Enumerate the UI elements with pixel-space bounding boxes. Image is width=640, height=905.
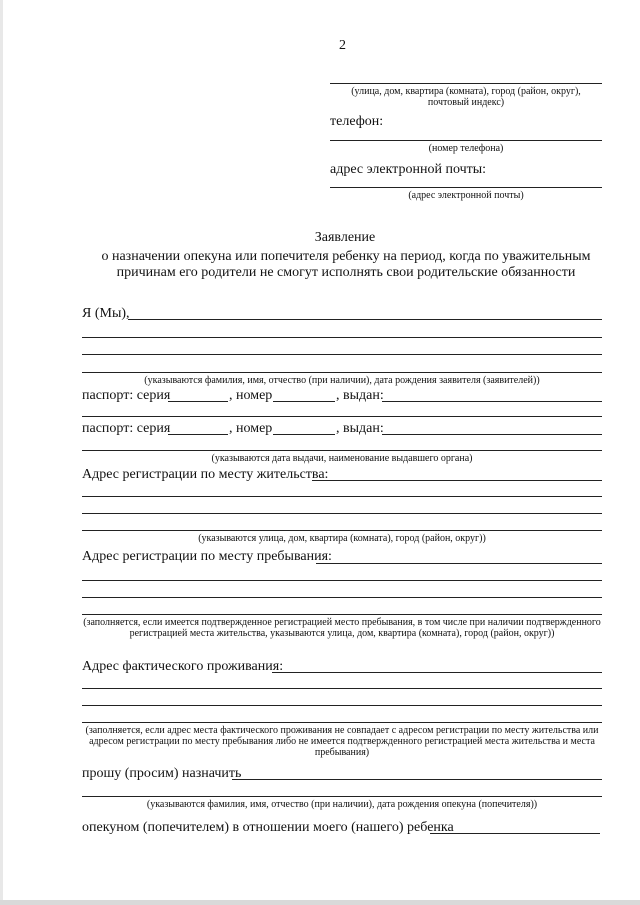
reg-residence-label: Адрес регистрации по месту жительства: <box>82 467 329 482</box>
actual-address-label: Адрес фактического проживания: <box>82 659 284 674</box>
reg-residence-line-3[interactable] <box>82 513 602 514</box>
document-title: Заявление <box>314 230 376 245</box>
reg-stay-caption: (заполняется, если имеется подтвержденное регистрацией место пребывания, в том числе при наличии подтвержденного регистрацией места жительства, указываются улица, дом, квартира (комната), город (район, округ)) <box>83 617 601 639</box>
reg-stay-line-3[interactable] <box>82 597 602 598</box>
reg-residence-line-4[interactable] <box>82 530 602 531</box>
reg-stay-line-1[interactable] <box>316 563 602 564</box>
passport-caption: (указываются дата выдачи, наименование выдавшего органа) <box>211 453 473 464</box>
email-label: адрес электронной почты: <box>330 162 487 177</box>
reg-stay-line-2[interactable] <box>82 580 602 581</box>
appoint-caption: (указываются фамилия, имя, отчество (при наличии), дата рождения опекуна (попечителя)) <box>146 799 538 810</box>
scan-edge-bottom <box>0 900 640 905</box>
phone-label: телефон: <box>330 114 384 129</box>
passport-series-field-1[interactable] <box>168 401 228 402</box>
passport-extra-line-2[interactable] <box>82 450 602 451</box>
guardian-label: опекуном (попечителем) в отношении моего (нашего) ребенка <box>82 820 454 835</box>
reg-residence-line-2[interactable] <box>82 496 602 497</box>
passport-series-label-1: паспорт: серия <box>82 388 171 403</box>
actual-address-line-2[interactable] <box>82 688 602 689</box>
actual-address-line-1[interactable] <box>272 672 602 673</box>
passport-number-field-1[interactable] <box>273 401 335 402</box>
document-subtitle: о назначении опекуна или попечителя ребенку на период, когда по уважительным причинам его родители не смогут исполнять свои родительские обязанности <box>101 249 591 280</box>
applicant-line-2[interactable] <box>82 337 602 338</box>
guardian-child-line[interactable] <box>430 833 600 834</box>
reg-residence-caption: (указываются улица, дом, квартира (комната), город (район, округ)) <box>198 533 486 544</box>
reg-residence-line-1[interactable] <box>312 480 602 481</box>
reg-stay-label: Адрес регистрации по месту пребывания: <box>82 549 332 564</box>
passport-series-field-2[interactable] <box>168 434 228 435</box>
actual-address-caption: (заполняется, если адрес места фактического проживания не совпадает с адресом регистрации по месту жительства или адресом регистрации по месту пребывания либо не имеется подтвержденного регистрацией места жительства и места пребывания) <box>85 725 599 758</box>
appoint-line-2[interactable] <box>82 796 602 797</box>
actual-address-line-4[interactable] <box>82 722 602 723</box>
address-line[interactable] <box>330 83 602 84</box>
email-line[interactable] <box>330 187 602 188</box>
applicant-line-3[interactable] <box>82 354 602 355</box>
passport-issued-field-2[interactable] <box>382 434 602 435</box>
passport-number-label-1: , номер <box>229 388 273 403</box>
applicant-caption: (указываются фамилия, имя, отчество (при наличии), дата рождения заявителя (заявителей)) <box>144 375 540 386</box>
appoint-label: прошу (просим) назначить <box>82 766 242 781</box>
scan-edge-left <box>0 0 3 905</box>
email-caption: (адрес электронной почты) <box>408 190 524 201</box>
reg-stay-line-4[interactable] <box>82 614 602 615</box>
passport-number-field-2[interactable] <box>273 434 335 435</box>
passport-number-label-2: , номер <box>229 421 273 436</box>
page-number: 2 <box>339 38 346 53</box>
actual-address-line-3[interactable] <box>82 705 602 706</box>
phone-line[interactable] <box>330 140 602 141</box>
applicant-line-1[interactable] <box>128 319 602 320</box>
passport-issued-label-2: , выдан: <box>336 421 384 436</box>
passport-series-label-2: паспорт: серия <box>82 421 171 436</box>
address-caption: (улица, дом, квартира (комната), город (район, округ), почтовый индекс) <box>351 86 581 108</box>
passport-issued-label-1: , выдан: <box>336 388 384 403</box>
phone-caption: (номер телефона) <box>428 143 504 154</box>
applicant-line-4[interactable] <box>82 372 602 373</box>
passport-issued-field-1[interactable] <box>382 401 602 402</box>
appoint-line-1[interactable] <box>232 779 602 780</box>
passport-extra-line-1[interactable] <box>82 416 602 417</box>
applicant-label: Я (Мы), <box>82 306 130 321</box>
